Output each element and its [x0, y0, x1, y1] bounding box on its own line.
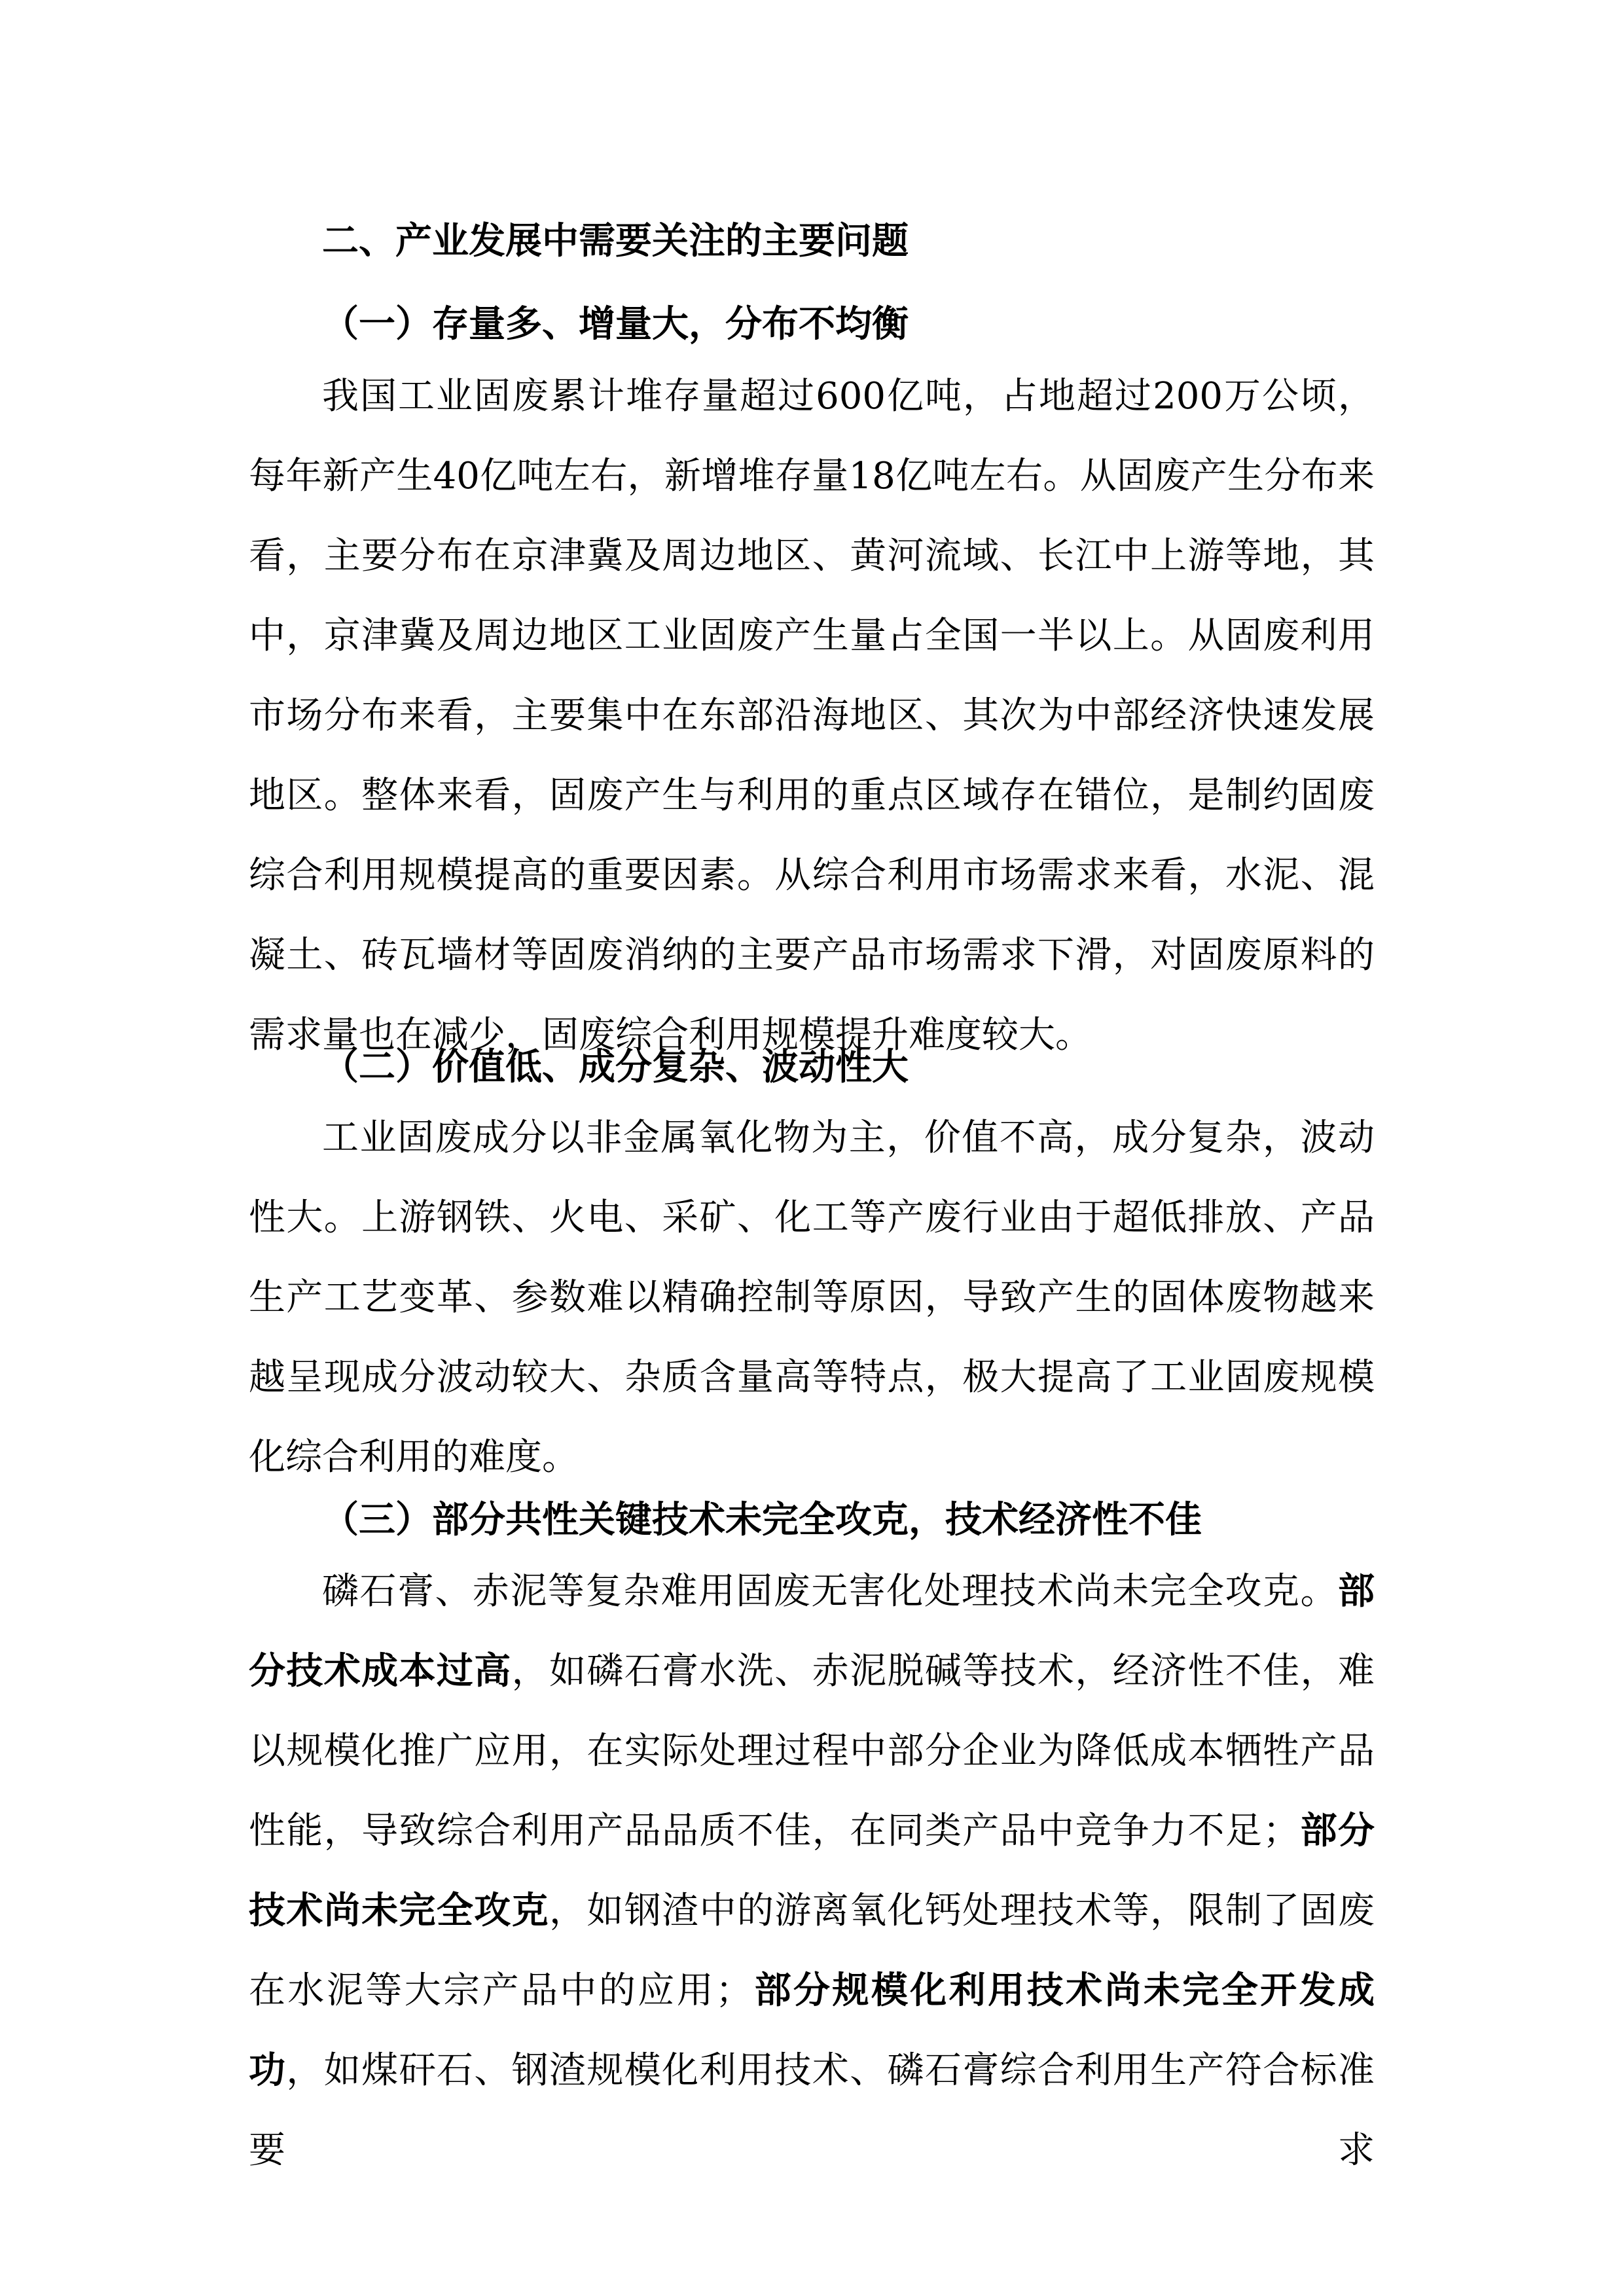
- section-heading: 二、产业发展中需要关注的主要问题: [322, 220, 909, 262]
- paragraph-1: 我国工业固废累计堆存量超过600亿吨，占地超过200万公顷，每年新产生40亿吨左右，新增堆存量18亿吨左右。从固废产生分布来看，主要分布在京津冀及周边地区、黄河流域、长江中上游等地，其中，京津冀及周边地区工业固废产生量占全国一半以上。从固废利用市场分布来看，主要集中在东部沿海地区、其次为中部经济快速发展地区。整体来看，固废产生与利用的重点区域存在错位，是制约固废综合利用规模提高的重要因素。从综合利用市场需求来看，水泥、混凝土、砖瓦墙材等固废消纳的主要产品市场需求下滑，对固废原料的需求量也在减少，固废综合利用规模提升难度较大。: [249, 375, 1375, 1056]
- paragraph-3-text: ，如煤矸石、钢渣规模化利用技术、磷石膏综合利用生产符合标准要求: [249, 2049, 1375, 2172]
- paragraph-3-text: ，如钢渣中的游离氧化钙处理技术等，限制了固废在水泥等大宗产品中的应用；: [249, 1890, 1375, 2012]
- paragraph-2: 工业固废成分以非金属氧化物为主，价值不高，成分复杂，波动性大。上游钢铁、火电、采矿、化工等产废行业由于超低排放、产品生产工艺变革、参数难以精确控制等原因，导致产生的固体废物越来越呈现成分波动较大、杂质含量高等特点，极大提高了工业固废规模化综合利用的难度。: [249, 1117, 1375, 1479]
- paragraph-3: [249, 1552, 1375, 2191]
- subsection-heading-2: （二）价值低、成分复杂、波动性大: [322, 1046, 909, 1088]
- paragraph-3-text: ，如磷石膏水洗、赤泥脱碱等技术，经济性不佳，难以规模化推广应用，在实际处理过程中部分企业为降低成本牺牲产品性能，导致综合利用产品品质不佳，在同类产品中竞争力不足；: [249, 1650, 1375, 1852]
- paragraph-3-text: 磷石膏、赤泥等复杂难用固废无害化处理技术尚未完全攻克。: [322, 1570, 1338, 1613]
- paragraph-3-bold-phrase: 部分规模化利用技术尚未完全开发成功: [249, 1969, 1375, 2092]
- subsection-heading-3: （三）部分共性关键技术未完全攻克，技术经济性不佳: [322, 1499, 1202, 1541]
- paragraph-3-bold-phrase: 部分技术尚未完全攻克: [249, 1810, 1375, 1932]
- paragraph-3-bold-phrase: 部分技术成本过高: [249, 1570, 1375, 1693]
- subsection-heading-1: （一）存量多、增量大，分布不均衡: [322, 303, 909, 346]
